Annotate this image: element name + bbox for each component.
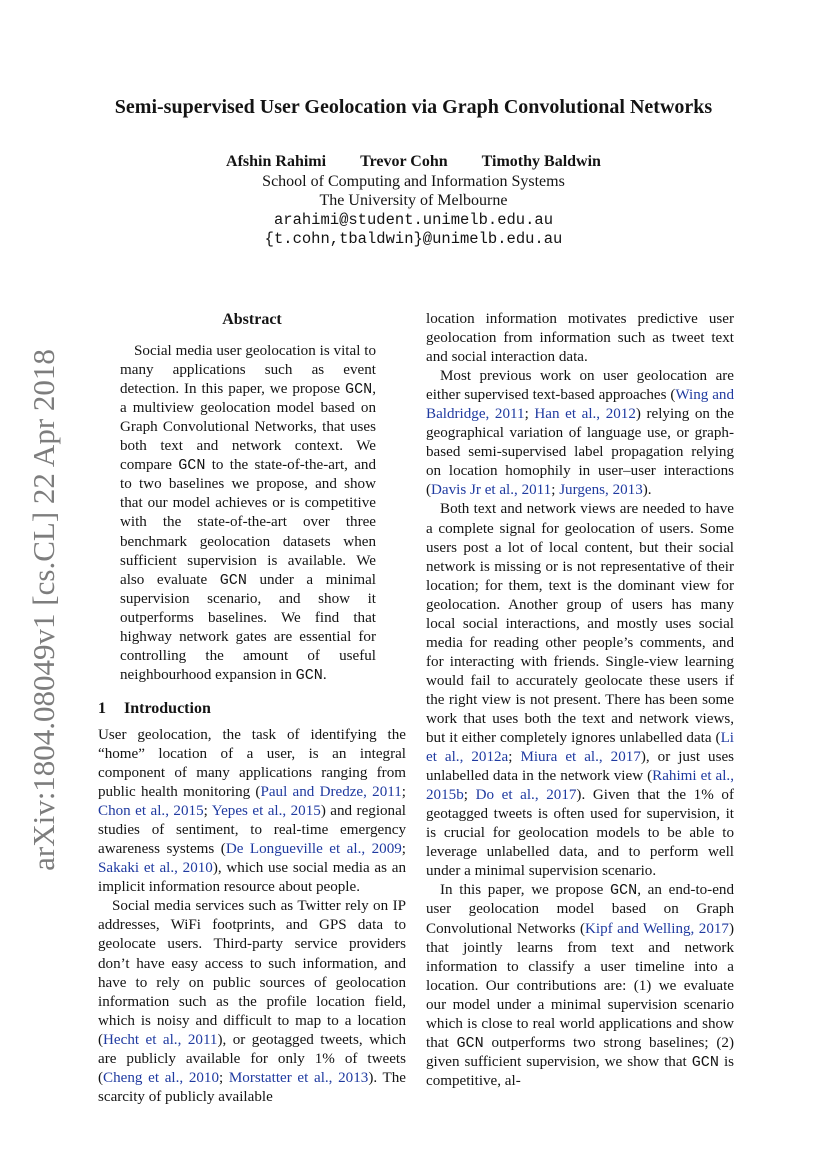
citation-link[interactable]: De Longueville et al., 2009: [225, 841, 402, 858]
author-name: Afshin Rahimi: [226, 153, 327, 170]
citation-link[interactable]: Morstatter et al., 2013: [228, 1069, 369, 1086]
abstract-text: .: [322, 666, 327, 683]
citation-link[interactable]: Davis Jr et al., 2011: [431, 482, 552, 499]
section-number: 1: [98, 699, 106, 717]
abstract-text: , a multiview geolocation model based on Graph Convolutional Networks, that uses both text and network context. We compare: [120, 381, 376, 474]
body-text: ). The scarcity of publicly available: [98, 1069, 406, 1105]
author-name: Timothy Baldwin: [481, 153, 601, 170]
abstract-body: [120, 342, 376, 685]
right-paragraph-2: Both text and network views are needed to have a complete signal for geolocation of users. Some users post a lot of local content, but their social network is missing or is not representative of their location; for them, text is the dominant view for geolocation. Another group of users has many local social interactions, and mostly uses social media for reading other people’s comments, and for interacting with friends. Single-view learning would fail to accurately geolocate these users if the right view is not present. There has been some work that uses both the text and network views, but it either completely ignores unlabelled data (Li et al., 2012a; Miura et al., 2017), or just uses unlabelled data in the network view (Rahimi et al., 2015b; Do et al., 2017). Given that the 1% of geotagged tweets is often used for supervision, it is crucial for geolocation models to be able to leverage unlabelled data, and to perform well under a minimal supervision scenario.: [426, 501, 735, 880]
author-university: The University of Melbourne: [319, 192, 508, 209]
citation-link[interactable]: Yepes et al., 2015: [211, 803, 321, 820]
citation-link[interactable]: Sakaki et al., 2010: [98, 860, 213, 877]
body-text: ).: [642, 482, 652, 499]
body-text: outperforms two strong baselines; (2) given sufficient supervision, we show that: [426, 1034, 734, 1070]
author-names: [0, 152, 827, 172]
body-text: is competitive, al-: [426, 1053, 735, 1089]
abstract-text: Social media user geolocation is vital to many applications such as event detection. In this paper, we propose: [120, 343, 376, 398]
right-paragraph-0: [426, 310, 734, 367]
intro-paragraph-2: Social media services such as Twitter rely on IP addresses, WiFi footprints, and GPS data to geolocate users. Third-party service providers don’t have easy access to such information, and have to rely on public sources of geolocation information such as the profile location field, which is noisy and difficult to map to a location (Hecht et al., 2011), or geotagged tweets, which are publicly available for only 1% of tweets (Cheng et al., 2010; Morstatter et al., 2013). The scarcity of publicly available: [98, 898, 407, 1105]
model-name: GCN: [178, 456, 206, 475]
citation-link[interactable]: Han et al., 2012: [534, 406, 636, 423]
body-text: Social media services such as Twitter rely on IP addresses, WiFi footprints, and GPS data to geolocate users. Third-party service providers don’t have easy access to such information, and have to rely on public sources of geolocation information such as the profile location field, which is noisy and difficult to map to a location (: [98, 898, 406, 1048]
section-heading: [98, 699, 406, 718]
body-text: ) relying on the geographical variation of language use, or graph-based semi-supervised label propagation relying on location homophily in user–user interactions (: [426, 406, 735, 499]
author-email: {t.cohn,tbaldwin}@unimelb.edu.au: [264, 230, 563, 248]
body-text: location information motivates predictive user geolocation from information such as tweet text and social interaction data.: [426, 311, 734, 366]
abstract-text: to the state-of-the-art, and to two baselines we propose, and show that our model achieves or is competitive with the state-of-the-art over three benchmark geolocation datasets when sufficient supervision is available. We also evaluate: [120, 457, 376, 588]
body-text: Most previous work on user geolocation are either supervised text-based approaches (: [426, 368, 734, 404]
model-name: GCN: [295, 665, 323, 684]
arxiv-stamp: arXiv:1804.08049v1 [cs.CL] 22 Apr 2018: [26, 349, 61, 871]
author-block: [0, 152, 827, 250]
citation-link[interactable]: Paul and Dredze, 2011: [260, 784, 402, 801]
body-text: User geolocation, the task of identifying the “home” location of a user, is an integral component of many applications ranging from public health monitoring (: [98, 726, 406, 801]
model-name: GCN: [345, 380, 373, 399]
citation-link[interactable]: Rahimi et al., 2015b: [426, 768, 734, 804]
body-text: ) and regional studies of sentiment, to real-time emergency awareness systems (: [98, 803, 406, 858]
body-text: ), which use social media as an implicit information resource about people.: [98, 860, 406, 896]
body-text: , an end-to-end user geolocation model based on Graph Convolutional Networks (: [426, 882, 734, 937]
citation-link[interactable]: Do et al., 2017: [475, 787, 577, 804]
citation-link[interactable]: Li et al., 2012a: [426, 730, 734, 766]
citation-link[interactable]: Kipf and Welling, 2017: [585, 920, 729, 937]
right-column: [426, 310, 734, 1091]
right-paragraph-3: [426, 881, 734, 1091]
citation-link[interactable]: Wing and Baldridge, 2011: [426, 387, 734, 423]
author-affiliation: School of Computing and Information Systems: [262, 172, 565, 190]
model-name: GCN: [691, 1052, 719, 1071]
citation-link[interactable]: Hecht et al., 2011: [103, 1031, 218, 1048]
right-paragraph-1: Most previous work on user geolocation are either supervised text-based approaches (Wing and Baldridge, 2011; Han et al., 2012) relying on the geographical variation of language use, or graph-based semi-supervised label propagation relying on location homophily in user–user interactions (Davis Jr et al., 2011; Jurgens, 2013).: [426, 368, 735, 499]
body-text: ). Given that the 1% of geotagged tweets is often used for supervision, it is crucial for geolocation models to be able to leverage unlabelled data, and to perform well under a minimal supervision scenario.: [426, 787, 735, 880]
abstract-heading: Abstract: [222, 311, 282, 328]
citation-link[interactable]: Chon et al., 2015: [98, 803, 204, 820]
left-column: [98, 310, 406, 1107]
author-name: Trevor Cohn: [360, 153, 448, 170]
model-name: GCN: [610, 881, 638, 900]
model-name: GCN: [219, 570, 247, 589]
intro-paragraph-1: User geolocation, the task of identifying the “home” location of a user, is an integral component of many applications ranging from public health monitoring (Paul and Dredze, 2011; Chon et al., 2015; Yepes et al., 2015) and regional studies of sentiment, to real-time emergency awareness systems (De Longueville et al., 2009; Sakaki et al., 2010), which use social media as an implicit information resource about people.: [98, 726, 406, 896]
body-text: Both text and network views are needed to have a complete signal for geolocation of users. Some users post a lot of local content, but their social network is missing or is not representative of their location; for them, text is the dominant view for geolocation. Another group of users has many local social interactions, and mostly uses social media for reading other people’s comments, and for interacting with friends. Single-view learning would fail to accurately geolocate these users if the right view is not present. There has been some work that uses both the text and network views, but it either completely ignores unlabelled data (: [426, 501, 734, 747]
paper-title: Semi-supervised User Geolocation via Graph Convolutional Networks: [114, 96, 713, 118]
citation-link[interactable]: Miura et al., 2017: [520, 749, 641, 766]
body-text: ), or just uses unlabelled data in the network view (: [426, 749, 735, 785]
abstract-text: under a minimal supervision scenario, and show it outperforms baselines. We find that highway network gates are essential for controlling the amount of useful neighbourhood expansion in: [120, 571, 376, 683]
author-email: arahimi@student.unimelb.edu.au: [273, 210, 554, 229]
body-text: In this paper, we propose: [440, 882, 610, 899]
citation-link[interactable]: Cheng et al., 2010: [103, 1069, 219, 1086]
section-title: Introduction: [124, 699, 211, 717]
citation-link[interactable]: Jurgens, 2013: [559, 482, 643, 499]
body-text: ) that jointly learns from text and network information to classify a user timeline into a location. Our contributions are: (1) we evaluate our model under a minimal supervision scenario which is close to real world applications and show that: [426, 920, 734, 1051]
model-name: GCN: [456, 1033, 484, 1052]
body-text: ), or geotagged tweets, which are publicly available for only 1% of tweets (: [98, 1031, 407, 1086]
